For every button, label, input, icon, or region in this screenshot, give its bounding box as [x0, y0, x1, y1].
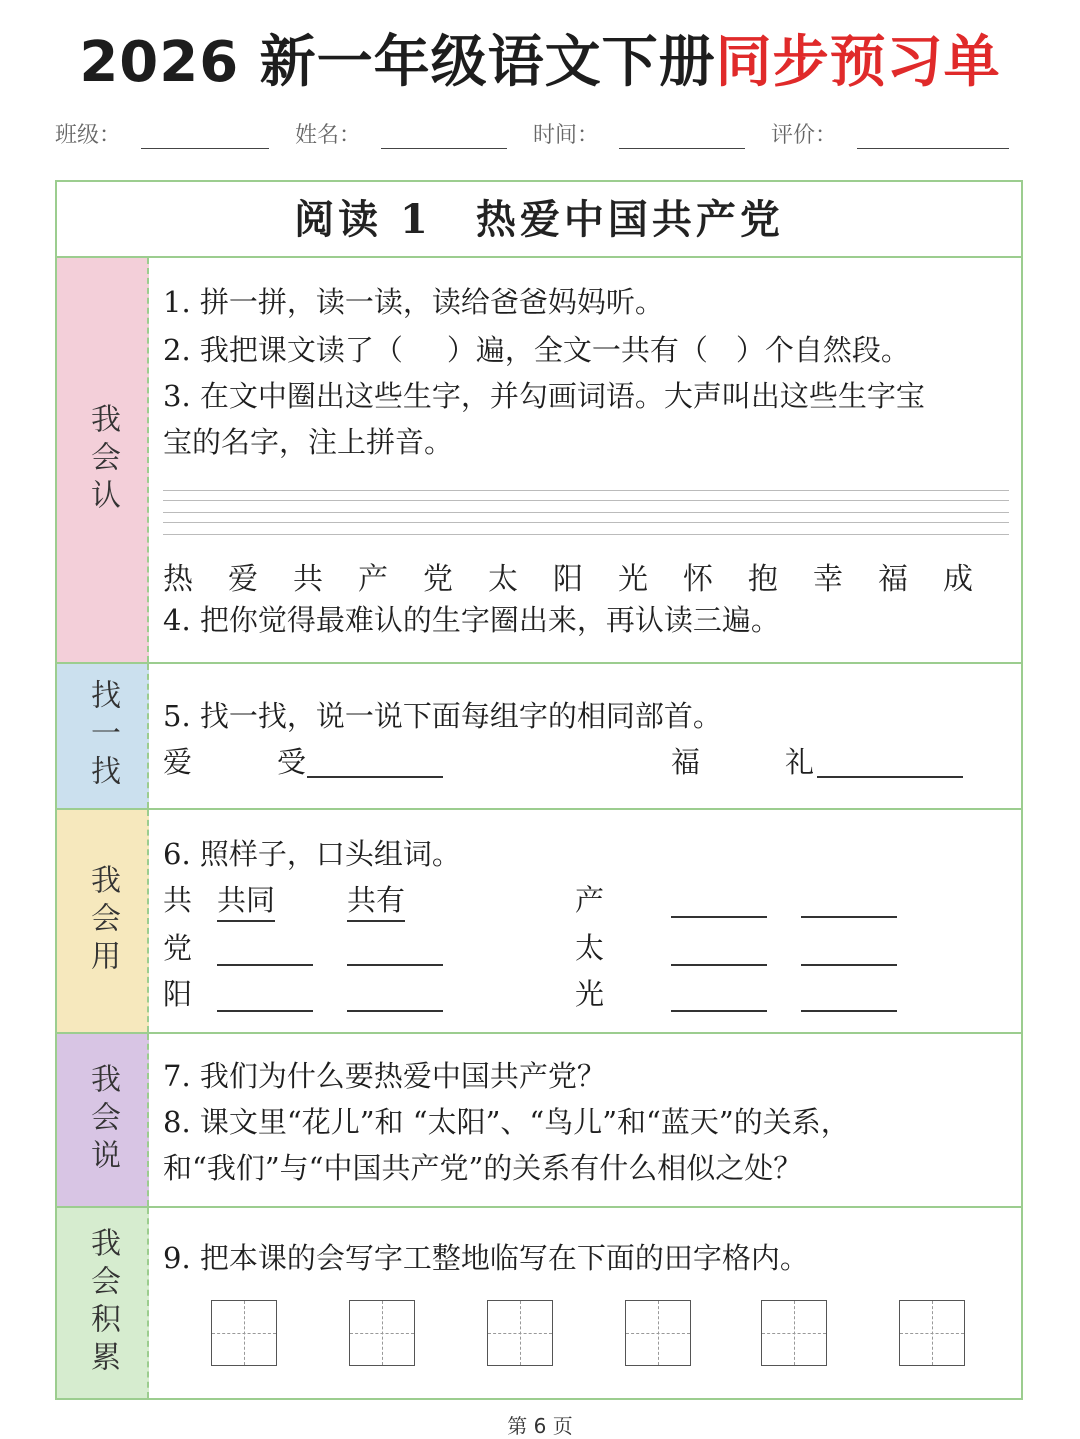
- word-blank[interactable]: [217, 1010, 313, 1012]
- worksheet-title: [0, 28, 1080, 98]
- question-4: 4. 把你觉得最难认的生字圈出来，再认读三遍。: [163, 603, 780, 637]
- time-field[interactable]: [619, 148, 745, 149]
- class-field[interactable]: [141, 148, 269, 149]
- question-2: 2. 我把课文读了（ ）遍，全文一共有（ ）个自然段。: [163, 333, 910, 367]
- word-blank[interactable]: [671, 916, 767, 918]
- word-char-left-2: 党: [163, 931, 193, 965]
- char-item[interactable]: 幸: [813, 562, 843, 597]
- pinyin-line: [163, 490, 1009, 491]
- section-recognize: [57, 258, 1021, 664]
- pair1-char-b: 受: [277, 745, 307, 779]
- new-characters-row: [163, 554, 1008, 598]
- question-1: 1. 拼一拼，读一读，读给爸爸妈妈听。: [163, 285, 664, 319]
- question-3-line2: 宝的名字，注上拼音。: [163, 425, 454, 459]
- char-item[interactable]: 成: [943, 562, 973, 597]
- char-item[interactable]: 产: [358, 562, 388, 597]
- question-8-line2: 和“我们”与“中国共产党”的关系有什么相似之处？: [163, 1151, 803, 1185]
- char-item[interactable]: 党: [423, 562, 453, 597]
- name-label: 姓名：: [295, 123, 362, 148]
- section-label-use: 我会用: [57, 810, 149, 1032]
- pair2-char-a: 福: [671, 745, 701, 779]
- word-blank[interactable]: [671, 964, 767, 966]
- question-7: 7. 我们为什么要热爱中国共产党？: [163, 1059, 606, 1093]
- section-label-recognize: 我会认: [57, 258, 149, 662]
- section-label-speak: 我会说: [57, 1034, 149, 1206]
- question-6: 6. 照样子，口头组词。: [163, 837, 461, 871]
- section-accumulate: [57, 1208, 1021, 1398]
- section-speak: [57, 1034, 1021, 1208]
- class-label: 班级：: [55, 123, 122, 148]
- word-blank[interactable]: [347, 1010, 443, 1012]
- word-char-left-1: 共: [163, 883, 193, 917]
- example-word-1: 共同: [217, 880, 275, 922]
- char-item[interactable]: 阳: [553, 562, 583, 597]
- time-label: 时间：: [533, 123, 600, 148]
- char-item[interactable]: 福: [878, 562, 908, 597]
- char-item[interactable]: 共: [293, 562, 323, 597]
- example-word-2: 共有: [347, 880, 405, 922]
- char-item[interactable]: 爱: [228, 562, 258, 597]
- pinyin-line: [163, 512, 1009, 513]
- pair2-char-b: 礼: [785, 745, 815, 779]
- tian-grid-box[interactable]: [761, 1300, 827, 1366]
- speak-content: [149, 1034, 1021, 1206]
- word-char-left-3: 阳: [163, 977, 193, 1011]
- char-item[interactable]: 怀: [683, 562, 713, 597]
- title-main: 2026 新一年级语文下册: [79, 30, 716, 95]
- radical-answer-2[interactable]: [817, 776, 963, 778]
- question-3-line1: 3. 在文中圈出这些生字，并勾画词语。大声叫出这些生字宝: [163, 379, 925, 413]
- section-use: [57, 810, 1021, 1034]
- word-char-right-2: 太: [575, 931, 605, 965]
- radical-answer-1[interactable]: [307, 776, 443, 778]
- char-item[interactable]: 光: [618, 562, 648, 597]
- section-label-accumulate: 我会积累: [57, 1208, 149, 1398]
- question-9: 9. 把本课的会写字工整地临写在下面的田字格内。: [163, 1241, 809, 1275]
- word-blank[interactable]: [217, 964, 313, 966]
- use-content: [149, 810, 1021, 1032]
- word-blank[interactable]: [801, 1010, 897, 1012]
- tian-grid-box[interactable]: [487, 1300, 553, 1366]
- tian-grid-box[interactable]: [899, 1300, 965, 1366]
- worksheet-frame: [55, 180, 1023, 1400]
- word-blank[interactable]: [671, 1010, 767, 1012]
- name-field[interactable]: [381, 148, 507, 149]
- char-item[interactable]: 抱: [748, 562, 778, 597]
- section-label-find: 找一找: [57, 664, 149, 808]
- char-item[interactable]: 太: [488, 562, 518, 597]
- tian-grid-box[interactable]: [211, 1300, 277, 1366]
- pinyin-line: [163, 500, 1009, 501]
- lesson-title: 阅读 1 热爱中国共产党: [57, 182, 1021, 258]
- word-blank[interactable]: [347, 964, 443, 966]
- section-find: [57, 664, 1021, 810]
- pair1-char-a: 爱: [163, 745, 193, 779]
- question-5: 5. 找一找，说一说下面每组字的相同部首。: [163, 699, 722, 733]
- title-highlight: 同步预习单: [715, 30, 1001, 95]
- tian-grid-box[interactable]: [625, 1300, 691, 1366]
- word-char-right-1: 产: [575, 883, 605, 917]
- page-number: 第 6 页: [507, 1414, 573, 1438]
- tian-grid-box[interactable]: [349, 1300, 415, 1366]
- pinyin-line: [163, 522, 1009, 523]
- word-char-right-3: 光: [575, 977, 605, 1011]
- question-8-line1: 8. 课文里“花儿”和 “太阳”、“鸟儿”和“蓝天”的关系，: [163, 1105, 850, 1139]
- pinyin-line: [163, 534, 1009, 535]
- word-blank[interactable]: [801, 916, 897, 918]
- grade-label: 评价：: [771, 123, 838, 148]
- grade-field[interactable]: [857, 148, 1009, 149]
- find-content: [149, 664, 1021, 808]
- student-info-row: [55, 118, 1015, 158]
- word-blank[interactable]: [801, 964, 897, 966]
- char-item[interactable]: 热: [163, 562, 193, 597]
- recognize-content: [149, 258, 1021, 662]
- accumulate-content: [149, 1208, 1021, 1398]
